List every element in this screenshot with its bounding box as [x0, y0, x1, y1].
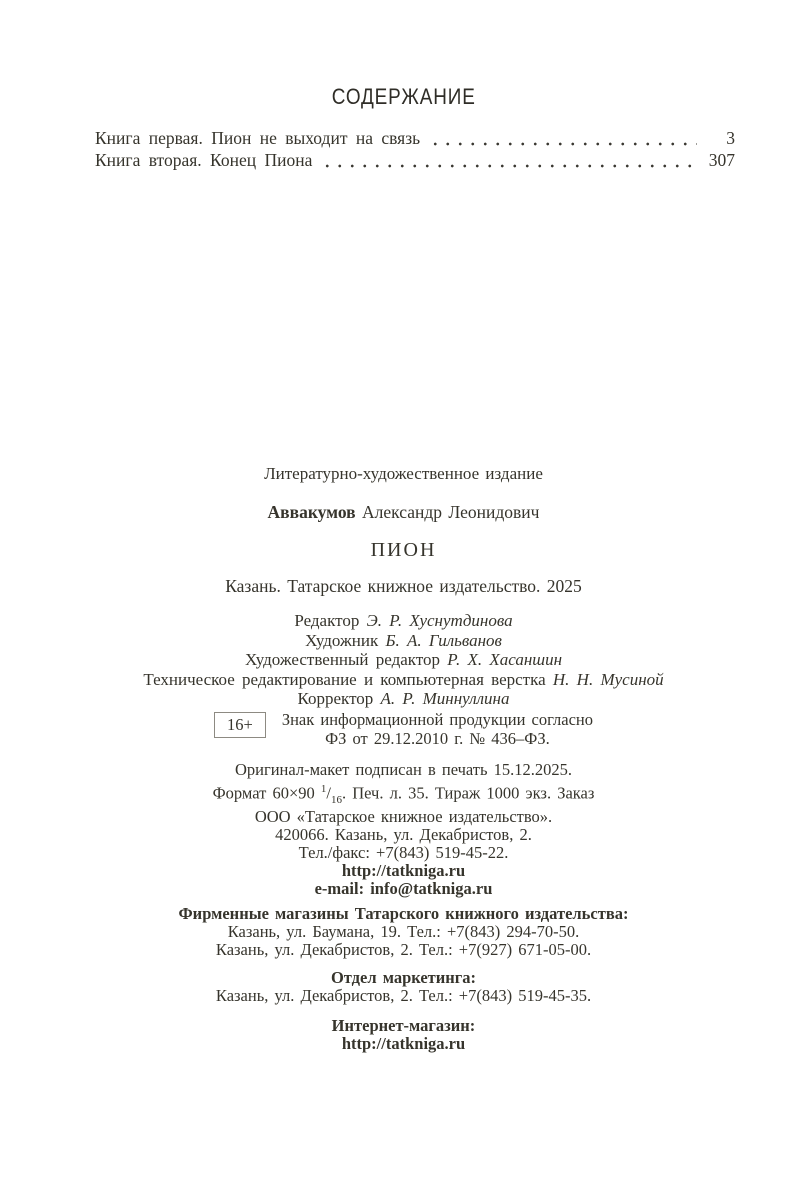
credit-name: Э. Р. Хуснутдинова [366, 611, 513, 630]
marketing-heading: Отдел маркетинга: [330, 968, 477, 987]
author-surname: Аввакумов [267, 502, 356, 522]
age-rating-badge: 16+ [214, 712, 266, 738]
toc-page-number: 3 [726, 128, 735, 148]
format-suffix: . Печ. л. 35. Тираж 1000 экз. Заказ [341, 783, 595, 802]
credits-block [0, 611, 807, 709]
credit-role: Художественный редактор [244, 650, 441, 669]
credit-name: Н. Н. Мусиной [552, 669, 664, 689]
contents-title-text: СОДЕРЖАНИЕ [331, 84, 476, 109]
credit-name: А. Р. Миннуллина [380, 689, 510, 708]
credit-role: Художник [305, 630, 379, 650]
credit-role: Корректор [297, 689, 374, 708]
credit-name: Б. А. Гильванов [385, 630, 502, 650]
online-store-heading: Интернет-магазин: [331, 1016, 476, 1035]
age-rating-note-line1: Знак информационной продукции согласно [281, 710, 593, 729]
age-rating-row [0, 710, 807, 748]
toc-page-number: 307 [708, 150, 735, 170]
publisher-email: e-mail: info@tatkniga.ru [314, 879, 493, 898]
publisher-address: 420066. Казань, ул. Декабристов, 2. [275, 825, 532, 844]
toc-entry-label: Книга первая. Пион не выходит на связь [95, 128, 421, 148]
format-numerator: 1 [320, 782, 327, 795]
credit-line [0, 650, 807, 670]
book-title: ПИОН [370, 539, 437, 561]
credit-name: Р. Х. Хасаншин [447, 650, 563, 669]
print-info-block [0, 761, 807, 809]
format-denominator: 16 [330, 793, 342, 806]
imprint-line: Казань. Татарское книжное издательство. 2025 [225, 576, 582, 596]
toc-list [95, 127, 735, 171]
credit-line [0, 611, 807, 631]
store-line: Казань, ул. Баумана, 19. Тел.: +7(843) 294-70-50. [227, 922, 580, 941]
store-line: Казань, ул. Декабристов, 2. Тел.: +7(927) 671-05-00. [215, 940, 592, 959]
toc-entry [95, 127, 735, 149]
marketing-block [0, 969, 807, 1005]
dot-leader [429, 141, 697, 147]
dot-leader [321, 163, 697, 169]
online-store-block [0, 1017, 807, 1053]
credit-line [0, 631, 807, 651]
age-rating-note-line2: ФЗ от 29.12.2010 г. № 436–ФЗ. [325, 729, 550, 748]
author-given-names: Александр Леонидович [362, 502, 540, 522]
author-line [0, 502, 807, 523]
online-store-url: http://tatkniga.ru [341, 1034, 466, 1053]
format-prefix: Формат 60×90 [212, 783, 321, 802]
credit-line [0, 689, 807, 709]
toc-entry [95, 149, 735, 171]
stores-heading: Фирменные магазины Татарского книжного издательства: [178, 904, 629, 923]
age-rating-note [282, 710, 593, 748]
credit-line [0, 670, 807, 690]
credit-role: Техническое редактирование и компьютерная верстка [143, 669, 546, 689]
format-line [0, 780, 807, 809]
marketing-address: Казань, ул. Декабристов, 2. Тел.: +7(843) 519-45-35. [215, 986, 592, 1005]
print-date-line: Оригинал-макет подписан в печать 15.12.2025. [234, 760, 573, 779]
publisher-site-url: http://tatkniga.ru [341, 861, 466, 880]
credit-role: Редактор [294, 611, 360, 630]
publisher-name: ООО «Татарское книжное издательство». [254, 807, 553, 826]
publisher-phone: Тел./факс: +7(843) 519-45-22. [298, 843, 509, 862]
toc-entry-label: Книга вторая. Конец Пиона [95, 150, 313, 170]
format-slash: / [326, 783, 331, 802]
publisher-block [0, 808, 807, 898]
contents-title [0, 84, 807, 110]
stores-block [0, 905, 807, 959]
edition-type-line: Литературно-художественное издание [264, 464, 543, 483]
